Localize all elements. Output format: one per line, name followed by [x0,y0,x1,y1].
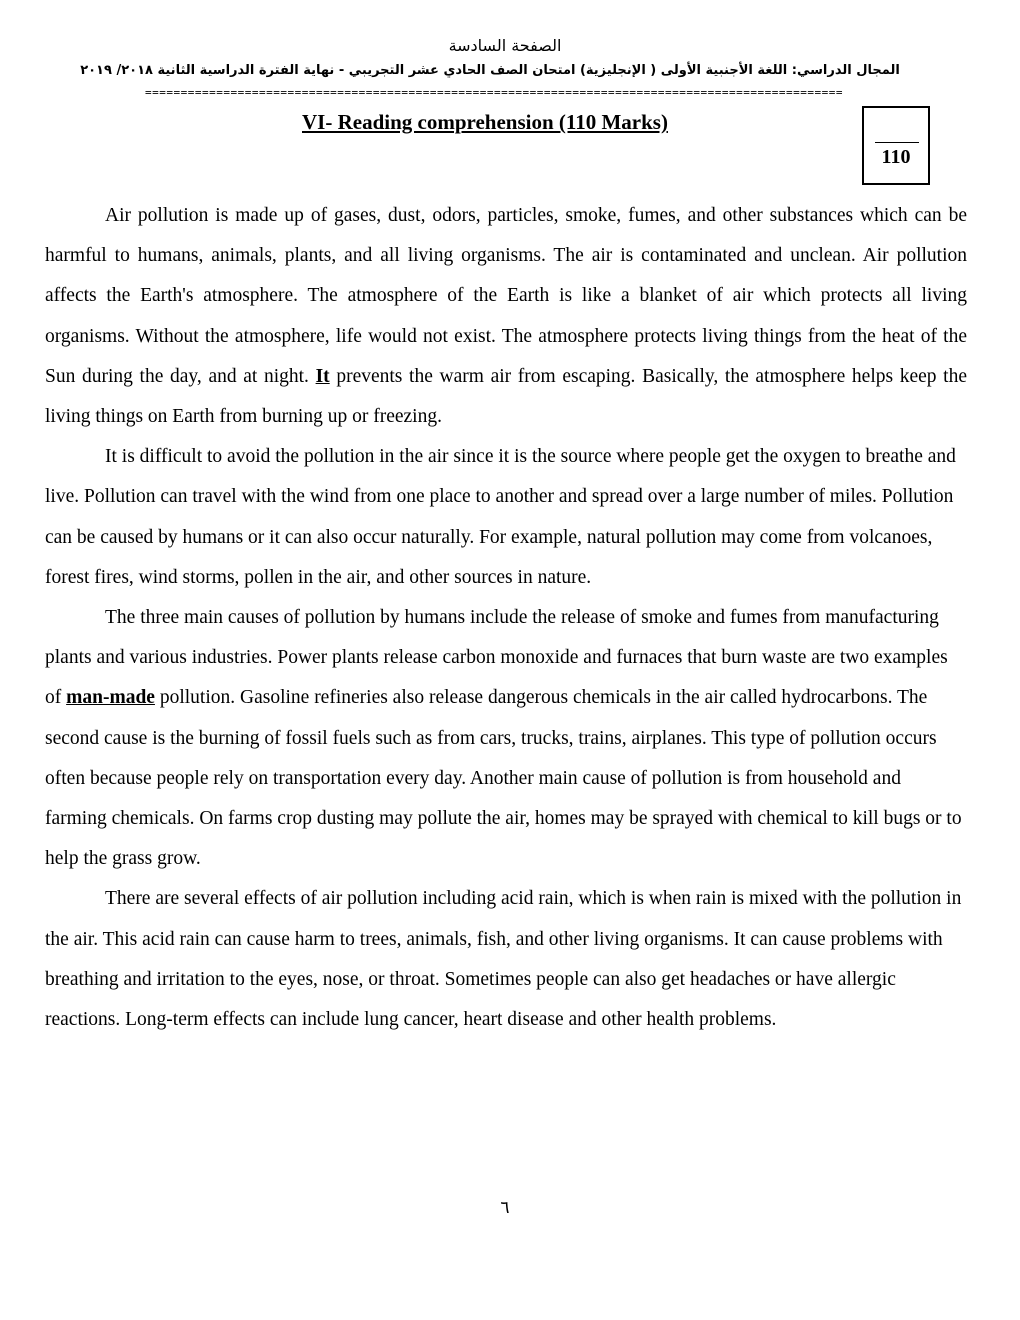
passage-paragraph-3 [45,598,967,879]
passage-paragraph-4: There are several effects of air pollution including acid rain, which is when rain is mixed with the pollution in the air. This acid rain can cause harm to trees, animals, fish, and other living organisms. It can cause problems with breathing and irritation to the eyes, nose, or throat. Sometimes people can also get headaches or have allergic reactions. Long-term effects can include lung cancer, heart disease and other health problems. [45,888,962,1031]
underlined-word-man-made: man-made [66,687,155,709]
paragraph-3-text-start: The three main causes of pollution by humans include the release of smoke and fumes from manufacturing plants and various industries. Power plants release carbon monoxide and furnaces that burn waste are two examples of [45,607,948,709]
paragraph-1-text-end: prevents the warm air from escaping. Basically, the atmosphere helps keep the living things on Earth from burning up or freezing. [45,365,968,428]
separator-line: ================================================================================================== [145,86,844,99]
passage-paragraph-1 [45,196,967,437]
underlined-word-it: It [315,365,330,387]
exam-subject-line: المجال الدراسي: اللغة الأجنبية الأولى ( الإنجليزية) امتحان الصف الحادي عشر التجريبي - نهاية الفترة الدراسية الثانية ٢٠١٨/ ٢٠١٩ [80,63,900,78]
marks-box [862,106,930,185]
reading-passage [45,196,967,1040]
marks-total: 110 [881,146,911,168]
paragraph-3-text-end: pollution. Gasoline refineries also release dangerous chemicals in the air called hydrocarbons. The second cause is the burning of fossil fuels such as from cars, trucks, trains, airplanes. This type of pollution occurs often because people rely on transportation every day. Another main cause of pollution is from household and farming chemicals. On farms crop dusting may pollute the air, homes may be sprayed with chemical to kill bugs or to help the grass grow. [45,687,962,870]
section-title: VI- Reading comprehension (110 Marks) [302,110,668,134]
page-number: ٦ [500,1198,510,1218]
marks-blank-line [875,142,919,143]
paragraph-1-text-start: Air pollution is made up of gases, dust, odors, particles, smoke, fumes, and other substances which can be harmful to humans, animals, plants, and all living organisms. The air is contaminated and unclean. Air pollution affects the Earth's atmosphere. The atmosphere of the Earth is like a blanket of air which protects all living organisms. Without the atmosphere, life would not exist. The atmosphere protects living things from the heat of the Sun during the day, and at night. [45,205,967,387]
page-label: الصفحة السادسة [448,36,562,55]
passage-paragraph-2: It is difficult to avoid the pollution in the air since it is the source where people get the oxygen to breathe and live. Pollution can travel with the wind from one place to another and spread over a large number of miles. Pollution can be caused by humans or it can also occur naturally. For example, natural pollution may come from volcanoes, forest fires, wind storms, pollen in the air, and other sources in nature. [45,446,956,588]
